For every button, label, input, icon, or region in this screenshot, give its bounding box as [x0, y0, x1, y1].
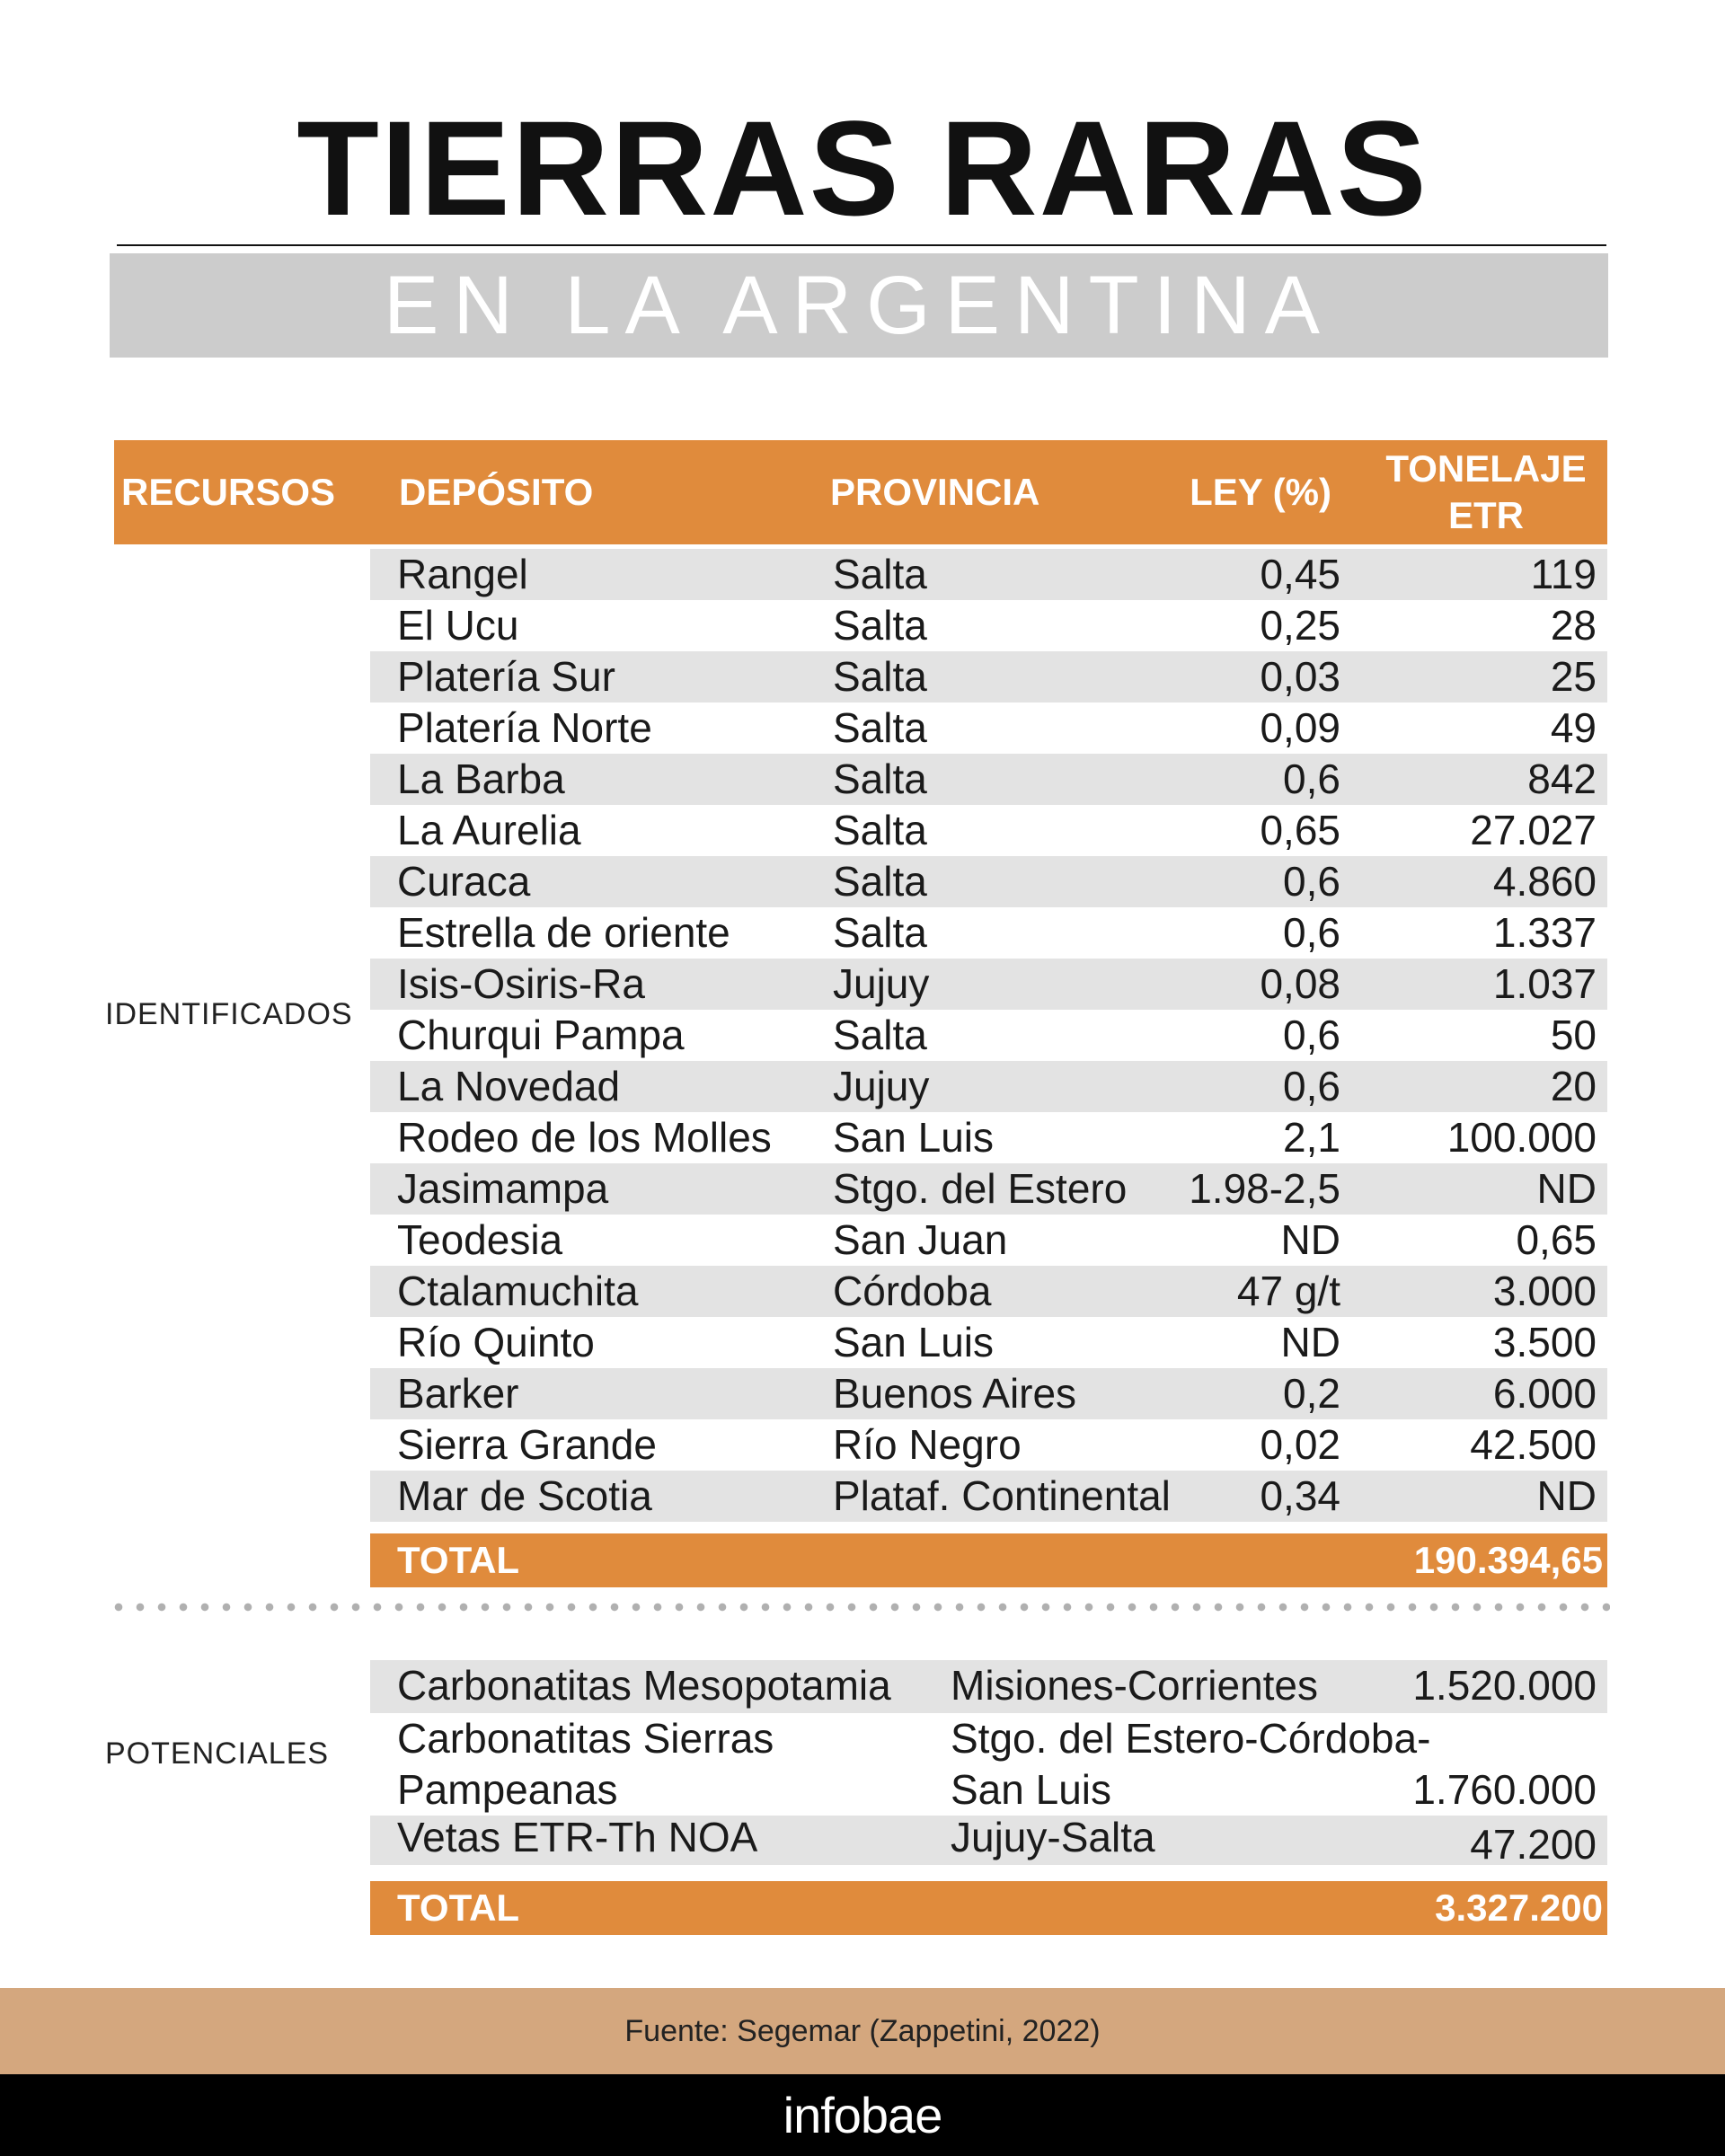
table-row	[370, 1317, 1607, 1368]
header-recursos: RECURSOS	[121, 471, 336, 513]
table-row	[370, 754, 1607, 805]
ley-cell: 2,1	[1283, 1114, 1340, 1161]
ley-cell: ND	[1280, 1216, 1340, 1263]
potenciales-label: POTENCIALES	[105, 1736, 330, 1771]
tonelaje-cell: ND	[1536, 1472, 1597, 1519]
potenciales-total-row	[370, 1881, 1607, 1935]
deposito-cell: Río Quinto	[397, 1319, 595, 1365]
provincia-cell: Jujuy	[833, 960, 930, 1007]
tonelaje-cell: 28	[1550, 602, 1597, 649]
deposito-cell: El Ucu	[397, 602, 519, 649]
table-row	[370, 1471, 1607, 1522]
table-row	[370, 1368, 1607, 1419]
brand-footer	[0, 2074, 1725, 2156]
deposito-cell: La Novedad	[397, 1063, 621, 1109]
provincia-cell: Salta	[833, 602, 927, 649]
tonelaje-cell: 20	[1550, 1063, 1597, 1109]
potenciales-tonelaje: 47.200	[1470, 1821, 1597, 1868]
deposito-cell: Platería Sur	[397, 653, 615, 700]
potenciales-provincia-line1: Stgo. del Estero-Córdoba-	[951, 1715, 1431, 1762]
provincia-cell: Córdoba	[833, 1268, 992, 1314]
ley-cell: 0,6	[1283, 755, 1340, 802]
source-footer	[0, 1988, 1725, 2074]
identificados-total-label: TOTAL	[397, 1539, 520, 1581]
identificados-label: IDENTIFICADOS	[105, 997, 353, 1031]
page-subtitle: EN LA ARGENTINA	[383, 259, 1335, 351]
tonelaje-cell: 0,65	[1516, 1216, 1597, 1263]
table-row	[370, 805, 1607, 856]
table-row	[370, 1061, 1607, 1112]
provincia-cell: Salta	[833, 551, 927, 597]
provincia-cell: San Juan	[833, 1216, 1008, 1263]
page-title: TIERRAS RARAS	[296, 93, 1429, 243]
title-divider	[117, 244, 1606, 246]
ley-cell: ND	[1280, 1319, 1340, 1365]
tonelaje-cell: 25	[1550, 653, 1597, 700]
provincia-cell: Salta	[833, 1012, 927, 1058]
deposito-cell: Rodeo de los Molles	[397, 1114, 772, 1161]
provincia-cell: Salta	[833, 653, 927, 700]
deposito-cell: Jasimampa	[397, 1165, 609, 1212]
provincia-cell: Stgo. del Estero	[833, 1165, 1128, 1212]
deposito-cell: Mar de Scotia	[397, 1472, 652, 1519]
ley-cell: 0,2	[1283, 1370, 1340, 1417]
tonelaje-cell: 50	[1550, 1012, 1597, 1058]
tonelaje-cell: ND	[1536, 1165, 1597, 1212]
deposito-cell: Curaca	[397, 858, 531, 905]
provincia-cell: Salta	[833, 807, 927, 853]
ley-cell: 1.98-2,5	[1189, 1165, 1340, 1212]
section-divider	[108, 1603, 1610, 1612]
potenciales-row	[370, 1660, 1607, 1713]
ley-cell: 0,03	[1260, 653, 1340, 700]
tonelaje-cell: 842	[1527, 755, 1597, 802]
brand-logo: infobae	[783, 2087, 942, 2143]
provincia-cell: Plataf. Continental	[833, 1472, 1171, 1519]
ley-cell: 0,25	[1260, 602, 1340, 649]
identificados-table	[370, 549, 1607, 1522]
ley-cell: 0,34	[1260, 1472, 1340, 1519]
provincia-cell: Salta	[833, 858, 927, 905]
provincia-cell: Buenos Aires	[833, 1370, 1077, 1417]
potenciales-deposito-line2: Pampeanas	[397, 1766, 618, 1813]
tonelaje-cell: 1.037	[1492, 960, 1597, 1007]
potenciales-tonelaje: 1.520.000	[1412, 1662, 1597, 1709]
table-row	[370, 702, 1607, 754]
header-tonelaje-line2: ETR	[1448, 494, 1524, 536]
deposito-cell: Ctalamuchita	[397, 1268, 639, 1314]
deposito-cell: Isis-Osiris-Ra	[397, 960, 645, 1007]
ley-cell: 0,6	[1283, 1012, 1340, 1058]
identificados-total-row	[370, 1533, 1607, 1587]
deposito-cell: Sierra Grande	[397, 1421, 657, 1468]
deposito-cell: La Barba	[397, 755, 565, 802]
potenciales-total-label: TOTAL	[397, 1886, 520, 1929]
ley-cell: 0,65	[1260, 807, 1340, 853]
header-provincia: PROVINCIA	[830, 471, 1040, 513]
tonelaje-cell: 3.000	[1492, 1268, 1597, 1314]
subtitle-band	[110, 253, 1608, 358]
deposito-cell: Rangel	[397, 551, 528, 597]
potenciales-total-value: 3.327.200	[1435, 1886, 1603, 1929]
potenciales-provincia: Misiones-Corrientes	[951, 1662, 1319, 1709]
provincia-cell: Salta	[833, 755, 927, 802]
table-row	[370, 959, 1607, 1010]
provincia-cell: Jujuy	[833, 1063, 930, 1109]
ley-cell: 0,6	[1283, 909, 1340, 956]
deposito-cell: Barker	[397, 1370, 519, 1417]
potenciales-deposito: Vetas ETR-Th NOA	[397, 1814, 758, 1860]
table-row	[370, 1266, 1607, 1317]
ley-cell: 0,08	[1260, 960, 1340, 1007]
provincia-cell: Salta	[833, 909, 927, 956]
table-row	[370, 600, 1607, 651]
potenciales-deposito-line1: Carbonatitas Sierras	[397, 1715, 774, 1762]
table-row	[370, 651, 1607, 702]
ley-cell: 0,02	[1260, 1421, 1340, 1468]
ley-cell: 0,6	[1283, 858, 1340, 905]
tonelaje-cell: 6.000	[1492, 1370, 1597, 1417]
tonelaje-cell: 42.500	[1470, 1421, 1597, 1468]
deposito-cell: La Aurelia	[397, 807, 581, 853]
potenciales-tonelaje: 1.760.000	[1412, 1766, 1597, 1813]
header-tonelaje	[1369, 446, 1603, 539]
table-row	[370, 856, 1607, 907]
identificados-total-value: 190.394,65	[1413, 1539, 1603, 1581]
potenciales-provincia-line2: San Luis	[951, 1766, 1112, 1813]
header-ley: LEY (%)	[1190, 471, 1331, 513]
tonelaje-cell: 49	[1550, 704, 1597, 751]
deposito-cell: Platería Norte	[397, 704, 652, 751]
table-row	[370, 907, 1607, 959]
deposito-cell: Estrella de oriente	[397, 909, 730, 956]
tonelaje-cell: 27.027	[1470, 807, 1597, 853]
tonelaje-cell: 100.000	[1446, 1114, 1597, 1161]
tonelaje-cell: 119	[1530, 551, 1597, 597]
tonelaje-cell: 4.860	[1492, 858, 1597, 905]
potenciales-provincia: Jujuy-Salta	[951, 1814, 1155, 1860]
ley-cell: 47 g/t	[1236, 1268, 1340, 1314]
provincia-cell: Salta	[833, 704, 927, 751]
provincia-cell: San Luis	[833, 1319, 995, 1365]
ley-cell: 0,45	[1260, 551, 1340, 597]
table-row	[370, 1010, 1607, 1061]
ley-cell: 0,09	[1260, 704, 1340, 751]
provincia-cell: Río Negro	[833, 1421, 1022, 1468]
potenciales-deposito: Carbonatitas Mesopotamia	[397, 1662, 891, 1709]
header-tonelaje-line1: TONELAJE	[1385, 447, 1587, 490]
provincia-cell: San Luis	[833, 1114, 995, 1161]
source-text: Fuente: Segemar (Zappetini, 2022)	[624, 2013, 1101, 2048]
table-row	[370, 1163, 1607, 1215]
potenciales-row	[370, 1713, 1607, 1816]
deposito-cell: Churqui Pampa	[397, 1012, 685, 1058]
table-row	[370, 1112, 1607, 1163]
header-deposito: DEPÓSITO	[399, 471, 594, 513]
potenciales-row	[370, 1814, 1607, 1868]
tonelaje-cell: 3.500	[1492, 1319, 1597, 1365]
tonelaje-cell: 1.337	[1492, 909, 1597, 956]
ley-cell: 0,6	[1283, 1063, 1340, 1109]
table-row	[370, 1215, 1607, 1266]
table-row	[370, 549, 1607, 600]
table-header	[114, 440, 1607, 544]
table-row	[370, 1419, 1607, 1471]
deposito-cell: Teodesia	[397, 1216, 563, 1263]
